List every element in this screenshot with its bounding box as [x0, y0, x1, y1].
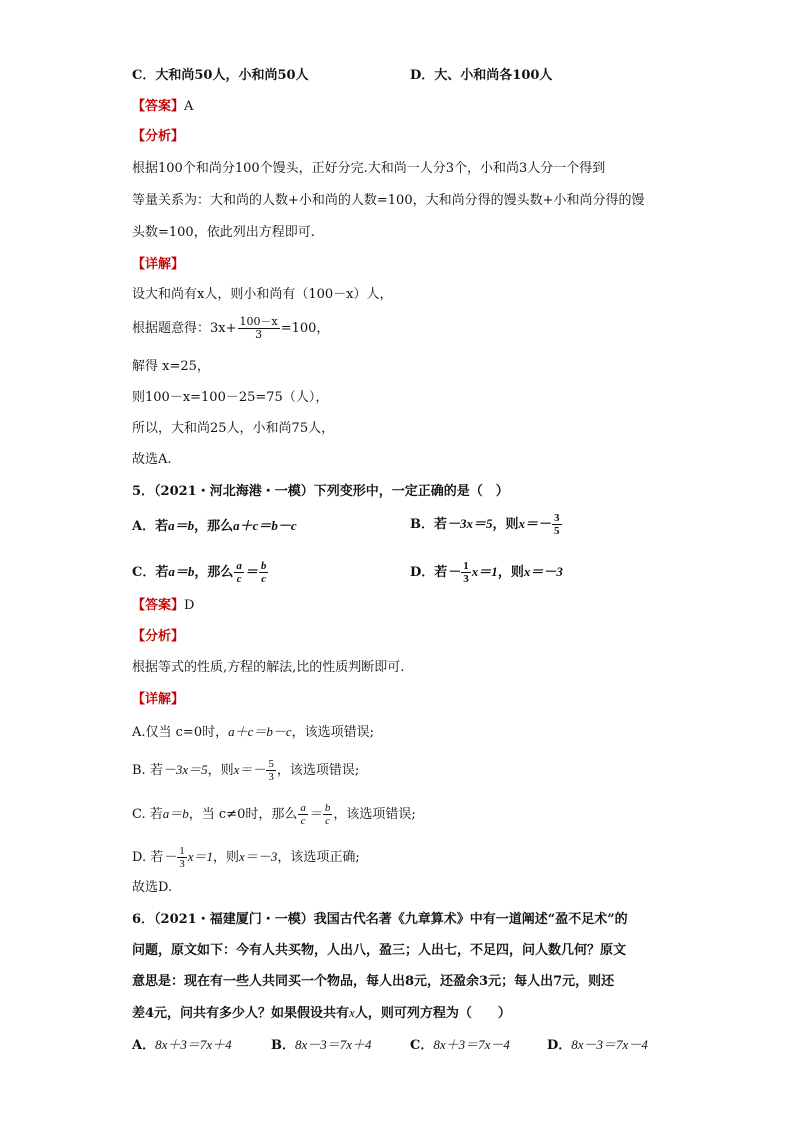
- text: C. 若: [132, 807, 163, 822]
- q5-final: 故选D.: [132, 880, 173, 895]
- numerator: b: [260, 560, 267, 572]
- q5-stem: 5．（2021・河北海港・一模）下列变形中，一定正确的是（ ）: [132, 484, 509, 499]
- q5-analysis: 根据等式的性质,方程的解法,比的性质判断即可.: [132, 660, 405, 675]
- q5-option-c: [132, 560, 269, 585]
- q6-option-c: [410, 1036, 510, 1055]
- q5-option-a: [132, 517, 297, 536]
- connector: ，则: [492, 517, 519, 532]
- numerator: b: [324, 802, 331, 814]
- q5-detail-a: [132, 723, 374, 742]
- text: ，该选项正确;: [277, 850, 360, 865]
- denominator: c: [325, 815, 331, 827]
- denominator: c: [300, 815, 306, 827]
- math: a＋c＝b－c: [228, 724, 292, 739]
- equals: ＝: [244, 564, 258, 579]
- math: x＝1: [187, 849, 214, 864]
- q6-line-3: 意思是：现在有一些人共同买一个物品，每人出8元，还盈余3元；每人出7元，则还: [132, 974, 615, 989]
- connector: ，那么: [194, 565, 234, 580]
- text: 人，则可列方程为（ ）: [354, 1006, 511, 1021]
- q5-answer: [132, 597, 194, 615]
- denominator: 5: [554, 525, 560, 537]
- math: －3x＝5: [162, 762, 208, 777]
- connector: ，那么: [194, 519, 234, 534]
- math: a＝b: [168, 564, 195, 579]
- equation-suffix: =100，: [280, 321, 330, 336]
- q4-analysis-tag: 【分析】: [132, 129, 185, 144]
- q4-option-d: D．大、小和尚各100人: [410, 68, 553, 83]
- fraction: [266, 758, 276, 783]
- numerator: 1: [179, 845, 185, 857]
- text: ，则: [207, 763, 234, 778]
- q4-detail-6: 故选A.: [132, 452, 172, 467]
- text: ，则: [213, 850, 240, 865]
- denominator: c: [236, 573, 242, 585]
- q4-analysis-line-2: 等量关系为：大和尚的人数+小和尚的人数=100，大和尚分得的馒头数+小和尚分得的馒: [132, 193, 645, 208]
- q4-detail-4: 则100－x=100－25=75（人），: [132, 390, 329, 405]
- fraction: [323, 802, 333, 827]
- option-label: D．若: [410, 565, 448, 580]
- denominator: 3: [179, 858, 185, 870]
- denominator: 3: [463, 573, 469, 585]
- text: ，该选项错误;: [276, 763, 360, 778]
- denominator: 3: [255, 328, 263, 341]
- numerator: 100－x: [239, 315, 278, 328]
- equation-prefix: 根据题意得：3x+: [132, 321, 237, 336]
- q4-detail-3: 解得 x=25，: [132, 359, 210, 374]
- option-label: B．: [271, 1038, 295, 1053]
- math: x＝－: [518, 516, 552, 531]
- q5-detail-tag: 【详解】: [132, 692, 185, 707]
- text: B. 若: [132, 763, 163, 778]
- q5-analysis-tag: 【分析】: [132, 629, 185, 644]
- option-label: C．若: [132, 565, 169, 580]
- q4-option-c: C．大和尚50人，小和尚50人: [132, 68, 309, 83]
- variable: x: [349, 1005, 355, 1020]
- text: ，当 c≠0时，那么: [188, 807, 298, 822]
- answer-tag: 【答案】: [132, 99, 185, 114]
- fraction: [234, 560, 244, 585]
- q6-line-2: 问题，原文如下：今有人共买物，人出八，盈三；人出七，不足四，问人数几何？原文: [132, 943, 627, 958]
- text: ，该选项错误;: [333, 807, 416, 822]
- answer-value: A: [184, 99, 194, 114]
- option-label: B．若: [410, 517, 447, 532]
- option-label: A．: [132, 1038, 156, 1053]
- q6-option-d: [547, 1036, 648, 1055]
- fraction: [298, 802, 308, 827]
- text: ，该选项错误;: [291, 725, 375, 740]
- q5-option-b: [410, 512, 563, 537]
- math: －3x＝5: [447, 516, 493, 531]
- math: x＝－: [233, 762, 266, 777]
- q5-detail-c: [132, 802, 416, 827]
- q4-detail-1: 设大和尚有x人，则小和尚有（100－x）人，: [132, 287, 393, 302]
- fraction: [259, 560, 269, 585]
- q4-answer: [132, 98, 193, 116]
- q5-detail-b: [132, 758, 359, 783]
- fraction: [461, 560, 471, 585]
- numerator: 1: [463, 560, 469, 572]
- fraction: [552, 512, 562, 537]
- q6-line-1: 6．（2021・福建厦门・一模）我国古代名著《九章算术》中有一道阐述“盈不足术”的: [132, 912, 628, 927]
- q4-detail-2: [132, 316, 329, 341]
- q6-option-b: [271, 1036, 372, 1055]
- q6-line-4: [132, 1004, 511, 1023]
- q4-analysis-line-3: 头数=100，依此列出方程即可.: [132, 225, 315, 240]
- minus: －: [447, 564, 461, 579]
- fraction: [238, 316, 280, 341]
- answer-tag: 【答案】: [132, 598, 185, 613]
- math: 8x＋3＝7x＋4: [155, 1037, 232, 1052]
- q4-detail-5: 所以，大和尚25人，小和尚75人，: [132, 421, 335, 436]
- q5-detail-d: [132, 845, 360, 870]
- text: A.仅当 c=0时，: [132, 725, 229, 740]
- text: 差4元，问共有多少人？如果假设共有: [132, 1006, 350, 1021]
- q4-detail-tag: 【详解】: [132, 257, 185, 272]
- option-label: A．若: [132, 519, 169, 534]
- connector: ，则: [497, 565, 524, 580]
- option-label: D．: [547, 1038, 572, 1053]
- numerator: 3: [554, 512, 560, 524]
- numerator: 5: [268, 758, 274, 770]
- math: x＝－3: [239, 849, 278, 864]
- text: D. 若: [132, 850, 164, 865]
- fraction: [177, 845, 187, 870]
- answer-value: D: [184, 598, 195, 613]
- q5-option-d: [410, 560, 563, 585]
- denominator: c: [261, 573, 267, 585]
- option-label: C．: [410, 1038, 434, 1053]
- math: a＋c＝b－c: [233, 518, 297, 533]
- denominator: 3: [268, 771, 274, 783]
- numerator: a: [236, 560, 242, 572]
- equals: ＝: [308, 806, 322, 821]
- numerator: a: [300, 802, 306, 814]
- math: x＝－3: [523, 564, 563, 579]
- minus: －: [163, 849, 177, 864]
- math: 8x＋3＝7x－4: [433, 1037, 510, 1052]
- math: 8x－3＝7x＋4: [295, 1037, 372, 1052]
- math: a＝b: [162, 806, 189, 821]
- q4-analysis-line-1: 根据100个和尚分100个馒头，正好分完.大和尚一人分3个，小和尚3人分一个得到: [132, 161, 606, 176]
- math: x＝1: [471, 564, 498, 579]
- q6-option-a: [132, 1036, 232, 1055]
- math: a＝b: [168, 518, 195, 533]
- math: 8x－3＝7x－4: [571, 1037, 648, 1052]
